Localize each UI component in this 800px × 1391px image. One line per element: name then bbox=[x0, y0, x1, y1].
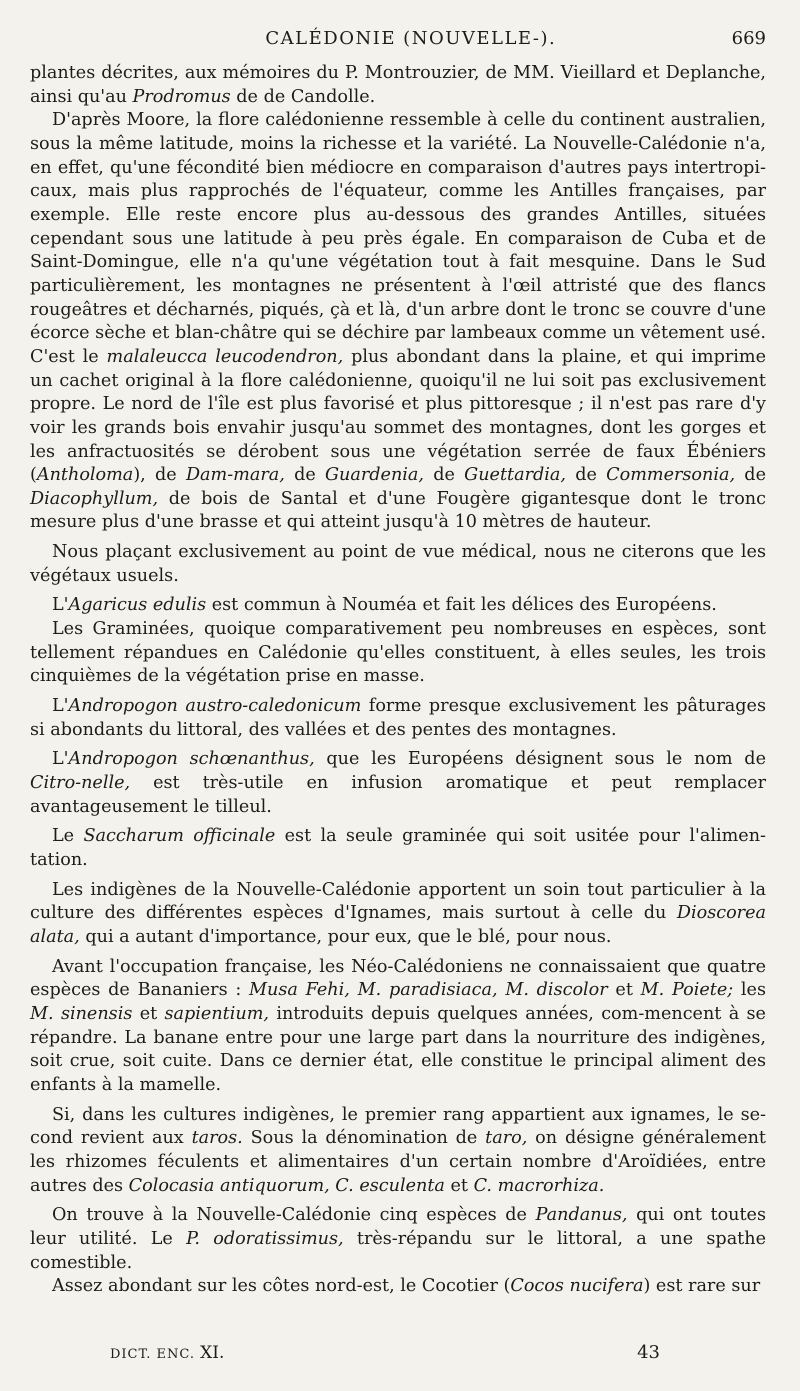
italic-text-run: P. odoratissimus, bbox=[186, 1228, 344, 1249]
italic-text-run: Pandanus, bbox=[535, 1205, 628, 1226]
paragraph-9 bbox=[30, 879, 766, 950]
italic-text-run: Musa Fehi, M. paradisiaca, M. discolor bbox=[249, 980, 608, 1001]
article-body bbox=[30, 62, 766, 1299]
text-run: de bois de Santal et d'une Fougère gigantesque dont le tronc mesure plus d'une brasse et qui atteint jusqu'à 10 mètres de hauteur. bbox=[30, 488, 766, 533]
italic-text-run: Guettardia, bbox=[464, 465, 566, 486]
text-run: L' bbox=[52, 595, 69, 616]
paragraph-5 bbox=[30, 618, 766, 689]
paragraph-6 bbox=[30, 695, 766, 742]
italic-text-run: Colocasia antiquorum, C. esculenta bbox=[128, 1175, 445, 1196]
text-run: Sous la dénomination de bbox=[242, 1128, 486, 1149]
text-run: ), de bbox=[133, 465, 186, 486]
text-run: L' bbox=[52, 749, 69, 770]
text-run: On trouve à la Nouvelle-Calédonie cinq espèces de bbox=[52, 1205, 536, 1226]
volume-number: XI. bbox=[200, 1343, 225, 1363]
italic-text-run: M. Poiete; bbox=[640, 980, 734, 1001]
paragraph-3 bbox=[30, 541, 766, 588]
page-footer bbox=[110, 1342, 660, 1363]
text-run: Les indigènes de la Nouvelle-Calédonie apportent un soin tout particulier à la culture des différentes espèces d'Ignames, mais surtout à celle du bbox=[30, 879, 766, 924]
text-run: plus abondant dans la plaine, et qui imprime un cachet original à la flore calédonienne, quoiqu'il ne lui soit pas exclusivement propre. Le nord de l'île est plus favorisé et plus pittoresque ; il n'est pas rare d'y voir les grands bois envahir jusqu'au sommet des montagnes, dont les gorges et les anfractuosités se dérobent sous une végétation serrée de faux Ébéniers ( bbox=[30, 346, 766, 486]
paragraph-2 bbox=[30, 109, 766, 535]
paragraph-13 bbox=[30, 1275, 766, 1299]
italic-text-run: sapientium, bbox=[164, 1003, 269, 1024]
italic-text-run: Andropogon schœnanthus, bbox=[68, 749, 315, 770]
text-run: Nous plaçant exclusivement au point de vue médical, nous ne citerons que les végétaux usuels. bbox=[30, 542, 766, 586]
italic-text-run: Saccharum officinale bbox=[83, 826, 276, 847]
italic-text-run: taros. bbox=[191, 1128, 243, 1149]
paragraph-11 bbox=[30, 1104, 766, 1199]
text-run: de bbox=[565, 465, 607, 486]
text-run: Si, dans les cultures indigènes, le premier rang appartient aux ignames, le se-cond revient aux bbox=[30, 1104, 766, 1149]
text-run: forme presque exclusivement les pâturages si abondants du littoral, des vallées et des pentes des montagnes. bbox=[30, 696, 766, 740]
text-run: D'après Moore, la flore calédonienne ressemble à celle du continent australien, sous la même latitude, moins la richesse et la variété. La Nouvelle-Calédonie n'a, en effet, qu'une fécondité bien médiocre en comparaison d'autres pays intertropi-caux, mais plus rapprochés de l'équateur, comme les Antilles françaises, par exemple. Elle reste encore plus au-dessous des grandes Antilles, situées cependant sous une latitude à peu près égale. En comparaison de Cuba et de Saint-Domingue, elle n'a qu'une végétation tout à fait mesquine. Dans le Sud particulièrement, les montagnes ne présentent à l'œil attristé que des flancs rougeâtres et décharnés, piqués, çà et là, d'un arbre dont le tronc se couvre d'une écorce sèche et blan-châtre qui se déchire par lambeaux comme un vêtement usé. C'est le bbox=[30, 110, 766, 367]
italic-text-run: Citro-nelle, bbox=[30, 773, 131, 794]
text-run: Les Graminées, quoique comparativement peu nombreuses en espèces, sont tellement répandues en Calédonie qu'elles constituent, à elles seules, les trois cinquièmes de la végétation prise en masse. bbox=[30, 619, 766, 687]
text-run: est la seule graminée qui soit usitée pour l'alimen-tation. bbox=[30, 826, 766, 870]
text-run: on désigne généralement les rhizomes féculents et alimentaires d'un certain nombre d'Aroïdiées, entre autres des bbox=[30, 1128, 767, 1196]
text-run: et bbox=[444, 1175, 474, 1196]
paragraph-8 bbox=[30, 825, 766, 872]
paragraph-1 bbox=[30, 62, 766, 109]
text-run: les bbox=[733, 980, 766, 1001]
text-run: Le bbox=[52, 826, 84, 847]
text-run: que les Européens désignent sous le nom de bbox=[314, 749, 766, 770]
italic-text-run: M. sinensis bbox=[30, 1003, 133, 1024]
signature-mark bbox=[110, 1343, 224, 1363]
text-run: introduits depuis quelques années, com-mencent à se répandre. La banane entre pour une large part dans la nourriture des indigènes, soit crue, soit cuite. Dans ce dernier état, elle constitue le principal aliment des enfants à la mamelle. bbox=[30, 1003, 766, 1095]
running-header bbox=[30, 28, 766, 62]
page-number: 669 bbox=[731, 28, 766, 49]
italic-text-run: Dam-mara, bbox=[185, 465, 285, 486]
text-run: est très-utile en infusion aromatique et peut remplacer avantageusement le tilleul. bbox=[30, 773, 766, 817]
dictionary-abbreviation: DICT. ENC. bbox=[110, 1347, 196, 1362]
italic-text-run: C. macrorhiza. bbox=[473, 1175, 605, 1196]
italic-text-run: Agaricus edulis bbox=[68, 595, 207, 616]
text-run: L' bbox=[52, 696, 69, 717]
text-run: et bbox=[132, 1003, 165, 1024]
italic-text-run: Andropogon austro-caledonicum bbox=[68, 696, 362, 717]
paragraph-7 bbox=[30, 748, 766, 819]
paragraph-4 bbox=[30, 594, 766, 618]
running-title: CALÉDONIE (NOUVELLE-). bbox=[265, 28, 557, 49]
text-run: Assez abondant sur les côtes nord-est, le Cocotier ( bbox=[52, 1276, 511, 1297]
text-run: très-répandu sur le littoral, a une spathe comestible. bbox=[30, 1228, 766, 1273]
text-run: Avant l'occupation française, les Néo-Calédoniens ne connaissaient que quatre espèces de Bananiers : bbox=[30, 956, 766, 1001]
text-run: de bbox=[735, 465, 766, 486]
text-run: est commun à Nouméa et fait les délices des Européens. bbox=[206, 595, 717, 616]
text-run: plantes décrites, aux mémoires du P. Montrouzier, de MM. Vieillard et Deplanche, ainsi qu'au bbox=[30, 63, 766, 107]
text-run: ) est rare sur bbox=[643, 1276, 761, 1297]
text-run: qui ont toutes leur utilité. Le bbox=[30, 1205, 767, 1249]
italic-text-run: malaleucca leucodendron, bbox=[106, 346, 344, 367]
italic-text-run: Guardenia, bbox=[325, 465, 424, 486]
text-run: de bbox=[284, 465, 325, 486]
italic-text-run: taro, bbox=[485, 1128, 528, 1149]
italic-text-run: Antholoma bbox=[36, 465, 134, 486]
gathering-number: 43 bbox=[637, 1342, 660, 1363]
text-run: de de Candolle. bbox=[230, 86, 376, 107]
italic-text-run: Cocos nucifera bbox=[510, 1276, 644, 1297]
italic-text-run: Diacophyllum, bbox=[30, 488, 159, 509]
paragraph-10 bbox=[30, 956, 766, 1098]
paragraph-12 bbox=[30, 1204, 766, 1275]
text-run: et bbox=[607, 980, 641, 1001]
text-run: qui a autant d'importance, pour eux, que le blé, pour nous. bbox=[79, 926, 612, 947]
italic-text-run: Prodromus bbox=[132, 86, 231, 107]
italic-text-run: Dioscorea alata, bbox=[30, 903, 766, 947]
italic-text-run: Commersonia, bbox=[606, 465, 736, 486]
text-run: de bbox=[424, 465, 465, 486]
